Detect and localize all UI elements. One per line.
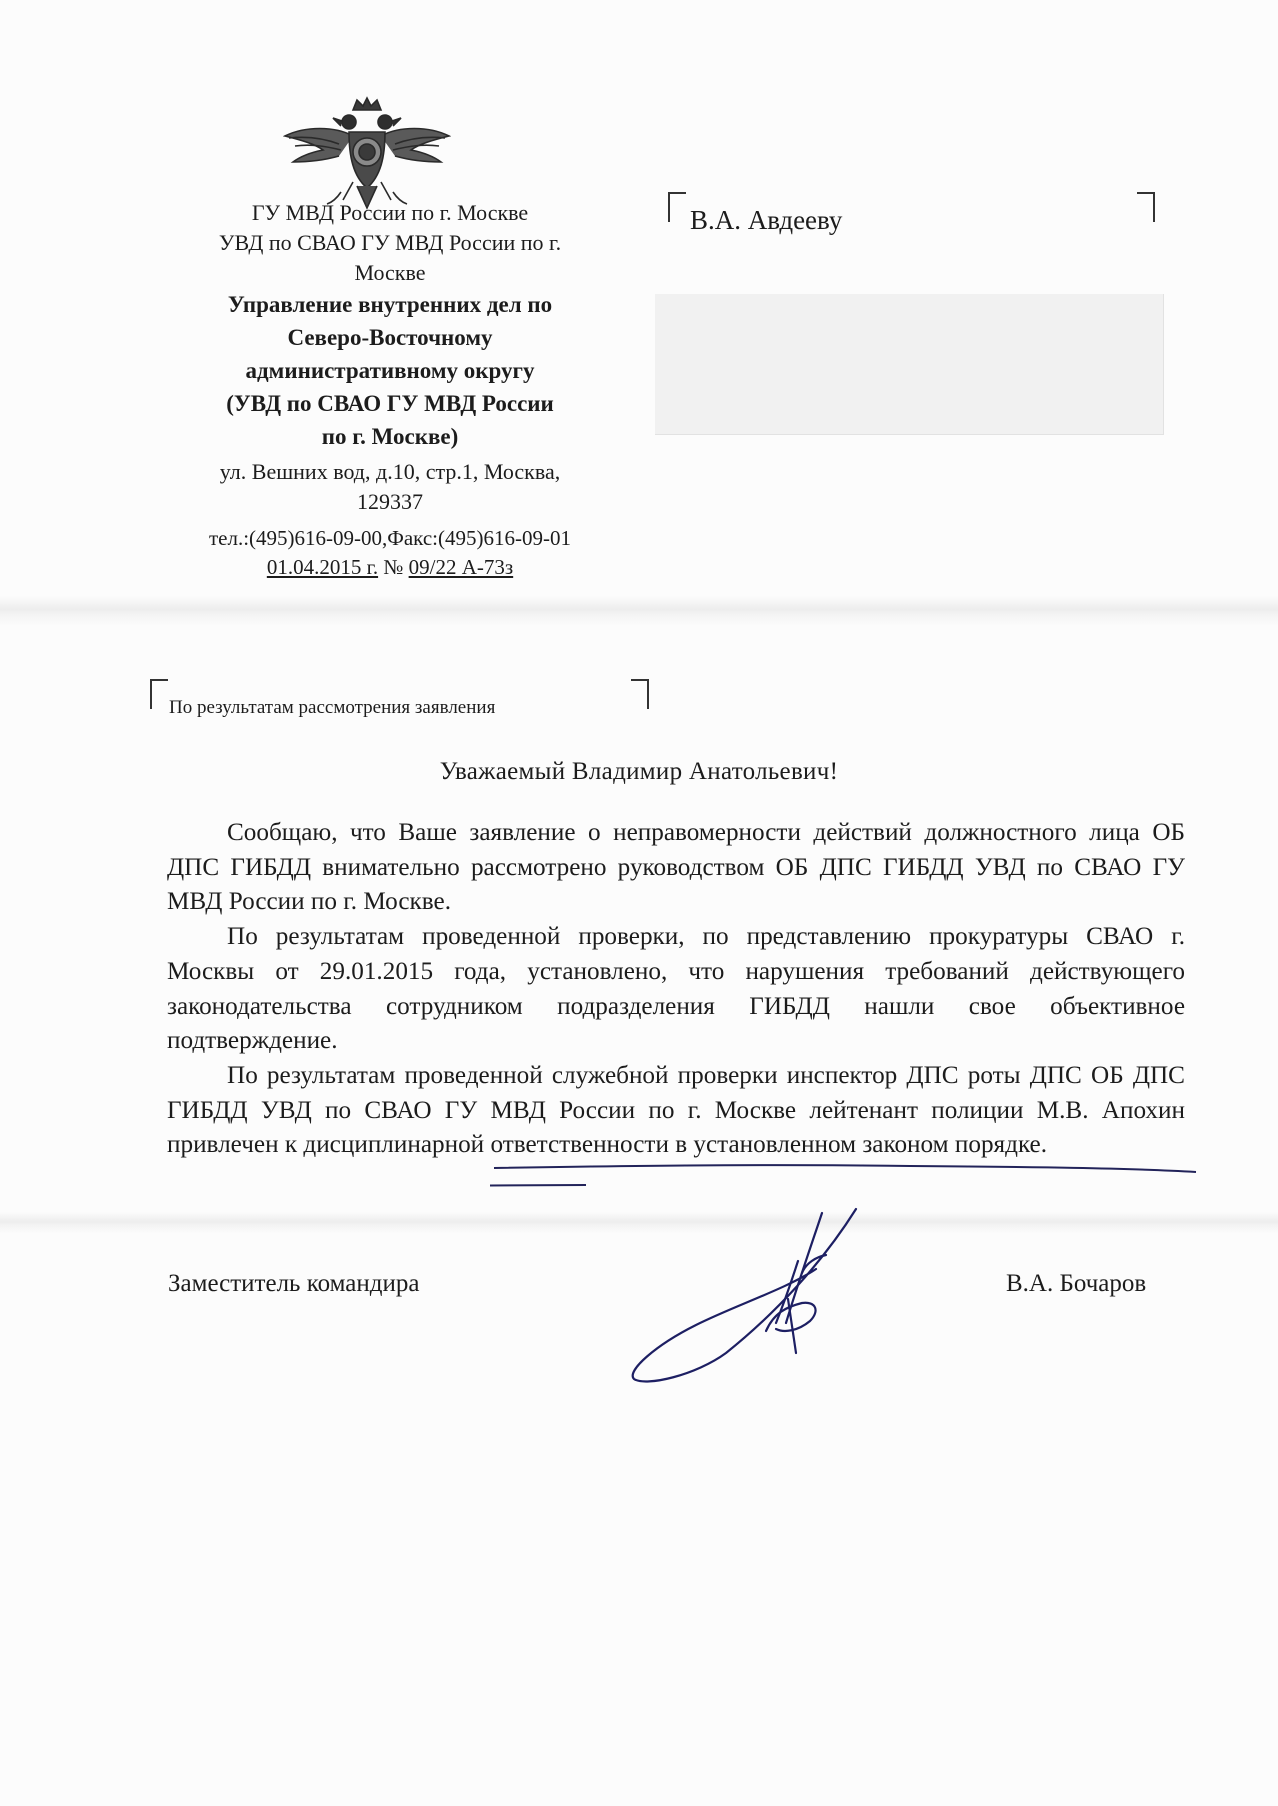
subject-corner-right <box>631 679 649 709</box>
addressee-corner-right <box>1137 192 1155 222</box>
letter-body <box>167 816 1185 1163</box>
subject-corner-left <box>150 679 168 709</box>
sender-bold-line-1: Управление внутренних дел по <box>227 292 553 317</box>
sender-bold-line-5: по г. Москве) <box>321 424 459 449</box>
sender-bold-line-2: Северо-Восточному <box>287 325 493 350</box>
sender-line-1: ГУ МВД России по г. Москве <box>251 200 529 225</box>
subject-line: По результатам рассмотрения заявления <box>169 697 496 718</box>
handwritten-signature <box>626 1203 886 1393</box>
handwritten-underline <box>490 1162 1202 1190</box>
body-paragraph-3: По результатам проведенной служебной проверки инспектор ДПС роты ДПС ОБ ДПС ГИБДД УВД по СВАО ГУ МВД России по г. Москве лейтенант полиции М.В. Апохин привлечен к дисциплинарной ответственности в установленном законом порядке. <box>167 1061 1185 1159</box>
sender-bold-line-3: административному округу <box>245 358 535 383</box>
addressee-corner-left <box>668 192 686 222</box>
redacted-address-block <box>655 294 1164 435</box>
sender-phone-fax: тел.:(495)616-09-00,Факс:(495)616-09-01 <box>208 526 571 550</box>
number-sign: № <box>383 555 404 579</box>
sender-address <box>170 457 610 517</box>
signatory-title: Заместитель командира <box>168 1270 420 1297</box>
double-headed-eagle-emblem <box>283 96 451 210</box>
sender-line-2: УВД по СВАО ГУ МВД России по г. <box>218 230 562 255</box>
sender-header <box>170 198 610 581</box>
salutation: Уважаемый Владимир Анатольевич! <box>439 758 839 785</box>
body-paragraph-1: Сообщаю, что Ваше заявление о неправомерности действий должностного лица ОБ ДПС ГИБДД внимательно рассмотрено руководством ОБ ДПС ГИБДД УВД по СВАО ГУ МВД России по г. Москве. <box>167 819 1185 916</box>
address-line-1: ул. Вешних вод, д.10, стр.1, Москва, <box>219 459 561 484</box>
letter-number: 09/22 А-73з <box>408 555 514 579</box>
page-fold <box>0 596 1278 626</box>
addressee-name: В.А. Авдееву <box>690 205 843 235</box>
sender-line-3: Москве <box>354 260 426 285</box>
letter-date: 01.04.2015 г. <box>266 555 379 579</box>
body-paragraph-2: По результатам проведенной проверки, по представлению прокуратуры СВАО г. Москвы от 29.01.2015 года, установлено, что нарушения требований действующего законодательства сотрудником подразделения ГИБДД нашли свое объективное подтверждение. <box>167 923 1185 1055</box>
sender-bold-line-4: (УВД по СВАО ГУ МВД России <box>226 391 554 416</box>
address-line-2: 129337 <box>357 489 423 514</box>
registration-line <box>170 553 610 581</box>
signatory-name: В.А. Бочаров <box>1006 1270 1147 1297</box>
